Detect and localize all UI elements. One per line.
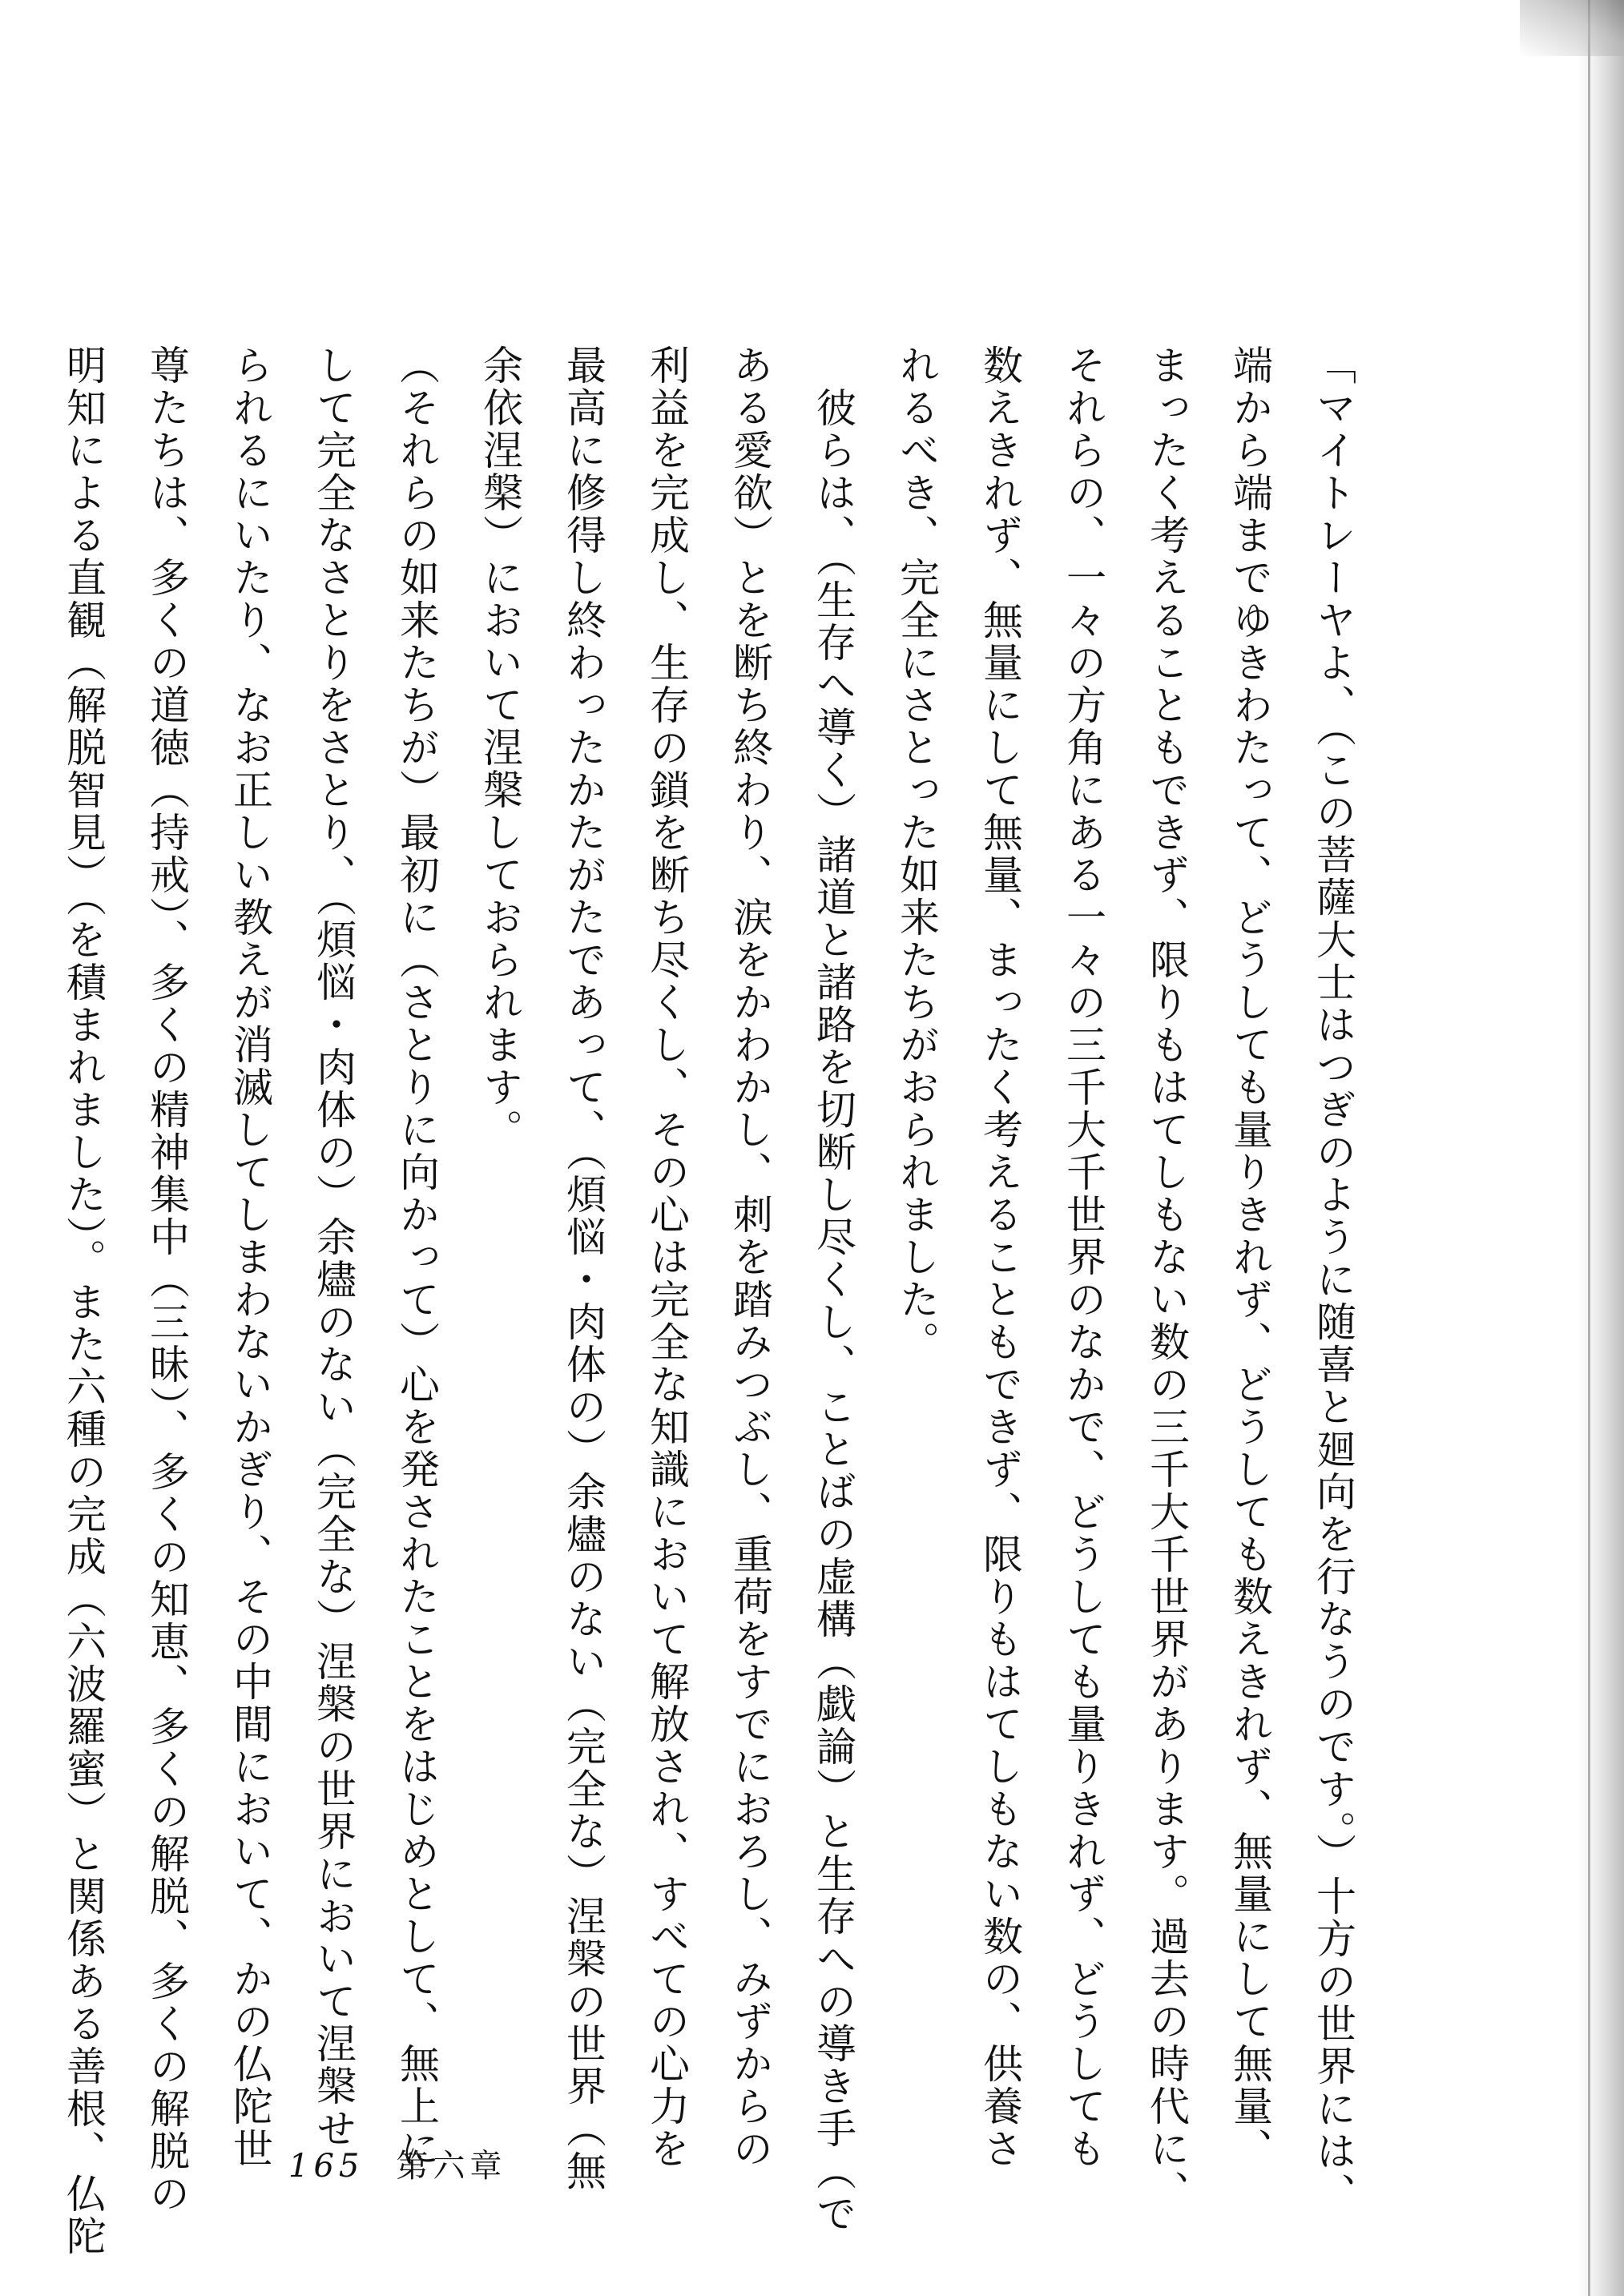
chapter-title: 第六章: [396, 2148, 507, 2185]
page-corner-shadow: [1520, 0, 1624, 56]
page-edge-shadow: [1578, 0, 1624, 2296]
text-line-15: 尊たちは、多くの道徳（持戒）、多くの精神集中（三昧）、多くの知恵、多くの解脱、多くの解脱の: [143, 344, 190, 2215]
page-footer: [288, 2141, 506, 2186]
text-line-14: られるにいたり、なお正しい教えが消滅してしまわないかぎり、その中間において、かの仏陀世: [227, 344, 273, 2170]
text-line-5: 数えきれず、無量にして無量、まったく考えることもできず、限りもはてしもない数の、供養さ: [977, 344, 1023, 2170]
text-line-9: 利益を完成し、生存の鎖を断ち尽くし、その心は完全な知識において解放され、すべての心力を: [643, 344, 690, 2170]
text-line-2: 端から端までゆきわたって、どうしても量りきれず、どうしても数えきれず、無量にして無量、: [1227, 344, 1273, 2170]
text-line-1: 「マイトレーヤよ、（この菩薩大士はつぎのように随喜と廻向を行なうのです。）十方の世界には、: [1310, 344, 1356, 2215]
page-edge-line: [1588, 0, 1590, 2296]
text-line-6: れるべき、完全にさとった如来たちがおられました。: [893, 344, 940, 1364]
text-line-4: それらの、一々の方角にある一々の三千大千世界のなかで、どうしても量りきれず、どうしても: [1060, 344, 1106, 2170]
text-line-16: 明知による直観（解脱智見）（を積まれました）。また六種の完成（六波羅蜜）と関係ある善根、仏陀: [60, 344, 107, 2258]
text-line-13: して完全なさとりをさとり、（煩悩・肉体の）余燼のない（完全な）涅槃の世界において涅槃せ: [310, 344, 357, 2150]
text-line-7: 彼らは、（生存へ導く）諸道と諸路を切断し尽くし、ことばの虚構（戯論）と生存への導き手（で: [810, 344, 856, 2235]
text-line-3: まったく考えることもできず、限りもはてしもない数の三千大千世界があります。過去の時代に、: [1143, 344, 1190, 2213]
text-line-12: （それらの如来たちが）最初に（さとりに向かって）心を発されたことをはじめとして、無上に: [393, 344, 440, 2170]
page-number: 165: [288, 2148, 365, 2185]
text-line-10: 最高に修得し終わったかたがたであって、（煩悩・肉体の）余燼のない（完全な）涅槃の世界（無: [560, 344, 606, 2193]
text-line-8: ある愛欲）とを断ち終わり、涙をかわかし、刺を踏みつぶし、重荷をすでにおろし、みずからの: [727, 344, 773, 2170]
text-line-11: 余依涅槃）において涅槃しておられます。: [477, 344, 523, 1151]
